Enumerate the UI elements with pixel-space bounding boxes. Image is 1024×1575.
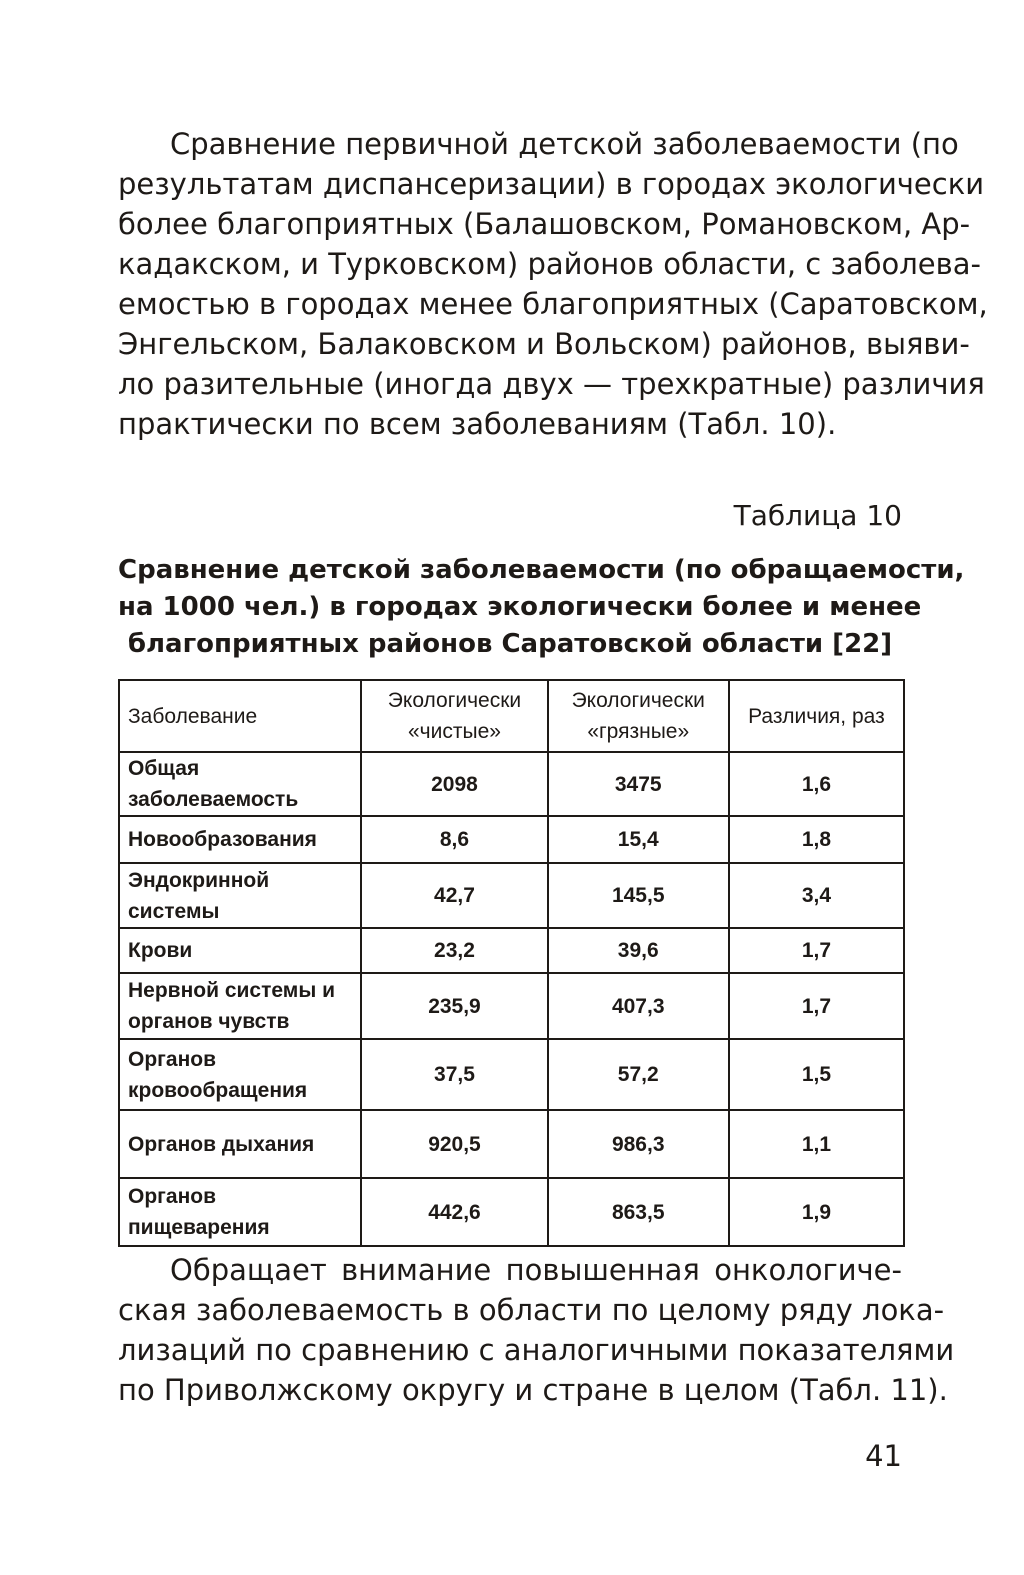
header-dirty: Экологически «грязные» [548, 680, 729, 752]
dirty-value: 15,4 [548, 816, 729, 863]
ratio-value: 1,6 [729, 752, 904, 816]
table-row [119, 928, 904, 973]
table-label: Таблица 10 [733, 499, 902, 532]
table-header-row [119, 680, 904, 752]
table-row [119, 863, 904, 928]
paragraph-line: Сравнение первичной детской заболеваемости (по [170, 127, 959, 161]
table-row [119, 1178, 904, 1246]
dirty-value: 57,2 [548, 1039, 729, 1110]
ratio-value: 1,5 [729, 1039, 904, 1110]
ratio-value: 1,9 [729, 1178, 904, 1246]
disease-name: Органов кровообращения [119, 1039, 361, 1110]
paragraph-line: ло разительные (иногда двух — трехкратные) различия [118, 367, 985, 401]
paragraph-line: Энгельском, Балаковском и Вольском) районов, выяви- [118, 327, 970, 361]
paragraph-line: ская заболеваемость в области по целому ряду лока- [118, 1293, 945, 1327]
disease-name: Крови [119, 928, 361, 973]
table-row [119, 973, 904, 1039]
header-ratio: Различия, раз [729, 680, 904, 752]
clean-value: 235,9 [361, 973, 547, 1039]
disease-name: Новообразования [119, 816, 361, 863]
dirty-value: 3475 [548, 752, 729, 816]
paragraph-line: Обращает внимание повышенная онкологиче- [170, 1253, 902, 1287]
caption-line: Сравнение детской заболеваемости (по обращаемости, [118, 555, 965, 585]
table-row [119, 816, 904, 863]
ratio-value: 3,4 [729, 863, 904, 928]
clean-value: 442,6 [361, 1178, 547, 1246]
clean-value: 2098 [361, 752, 547, 816]
disease-name: Эндокринной системы [119, 863, 361, 928]
header-clean: Экологически «чистые» [361, 680, 547, 752]
closing-paragraph [118, 1250, 955, 1410]
paragraph-line: практически по всем заболеваниям (Табл. 10). [118, 407, 837, 441]
caption-line: на 1000 чел.) в городах экологически более и менее [118, 592, 922, 622]
disease-name: Органов дыхания [119, 1110, 361, 1178]
dirty-value: 863,5 [548, 1178, 729, 1246]
clean-value: 37,5 [361, 1039, 547, 1110]
paragraph-line: лизаций по сравнению с аналогичными показателями [118, 1333, 955, 1367]
morbidity-table [118, 679, 905, 1247]
page-number: 41 [865, 1439, 902, 1473]
table-row [119, 1039, 904, 1110]
dirty-value: 986,3 [548, 1110, 729, 1178]
ratio-value: 1,7 [729, 928, 904, 973]
header-disease: Заболевание [119, 680, 361, 752]
paragraph-line: более благоприятных (Балашовском, Романовском, Ар- [118, 207, 971, 241]
clean-value: 23,2 [361, 928, 547, 973]
disease-name: Нервной системы и органов чувств [119, 973, 361, 1039]
clean-value: 920,5 [361, 1110, 547, 1178]
clean-value: 42,7 [361, 863, 547, 928]
paragraph-line: емостью в городах менее благоприятных (Саратовском, [118, 287, 988, 321]
table-caption [118, 552, 965, 663]
dirty-value: 407,3 [548, 973, 729, 1039]
ratio-value: 1,1 [729, 1110, 904, 1178]
disease-name: Общая заболеваемость [119, 752, 361, 816]
paragraph-line: по Приволжскому округу и стране в целом (Табл. 11). [118, 1373, 948, 1407]
table-row [119, 752, 904, 816]
caption-line: благоприятных районов Саратовской области [22] [127, 629, 893, 659]
paragraph-line: результатам диспансеризации) в городах экологически [118, 167, 985, 201]
disease-name: Органов пищеварения [119, 1178, 361, 1246]
clean-value: 8,6 [361, 816, 547, 863]
intro-paragraph [118, 124, 988, 444]
table-row [119, 1110, 904, 1178]
ratio-value: 1,7 [729, 973, 904, 1039]
dirty-value: 39,6 [548, 928, 729, 973]
ratio-value: 1,8 [729, 816, 904, 863]
dirty-value: 145,5 [548, 863, 729, 928]
paragraph-line: кадакском, и Турковском) районов области, с заболева- [118, 247, 981, 281]
